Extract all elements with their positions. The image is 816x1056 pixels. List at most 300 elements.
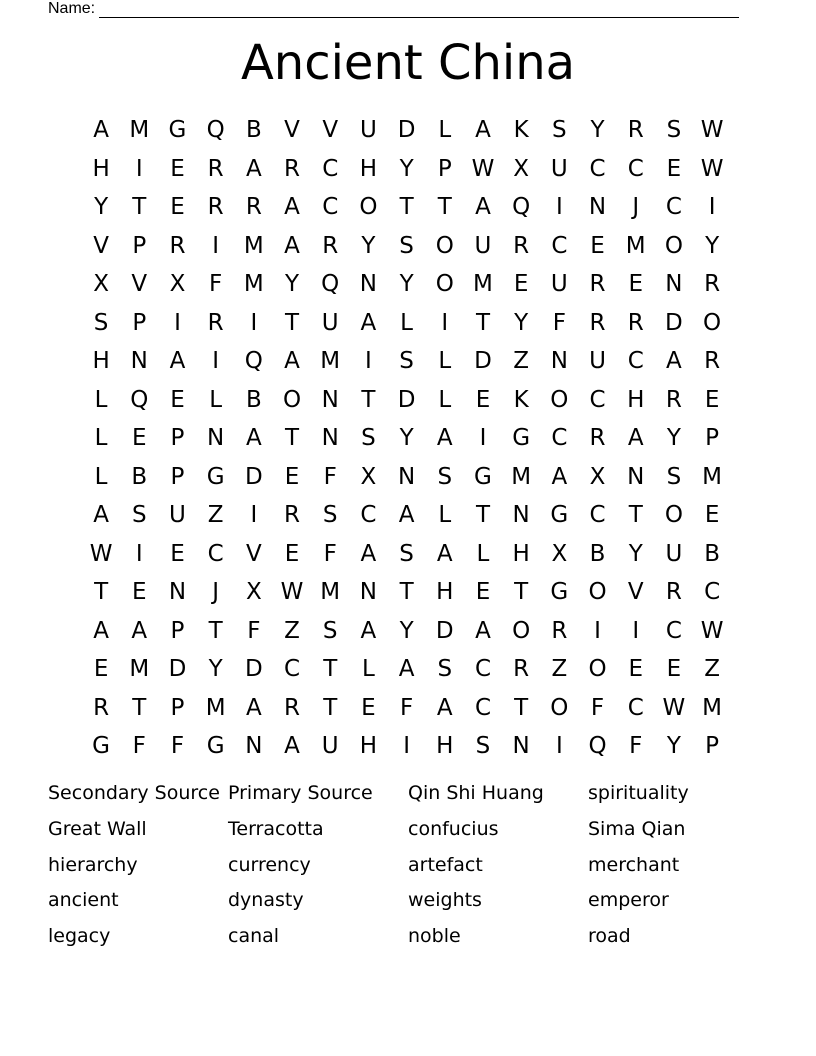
grid-letter: E [170, 155, 185, 182]
word-list-item: legacy [48, 925, 111, 948]
grid-letter: T [628, 502, 643, 529]
grid-letter: Y [628, 540, 643, 567]
grid-letter: C [322, 194, 339, 221]
grid-letter: A [436, 425, 453, 452]
grid-letter: K [513, 386, 529, 413]
grid-letter: Z [207, 502, 224, 529]
grid-letter: S [399, 232, 414, 259]
grid-row [82, 650, 732, 689]
grid-letter: L [94, 386, 108, 413]
grid-letter: O [435, 271, 454, 298]
grid-letter: U [169, 502, 186, 529]
grid-letter: C [627, 694, 644, 721]
grid-letter: P [170, 463, 185, 490]
grid-letter: P [705, 733, 720, 760]
grid-letter: H [436, 733, 454, 760]
grid-letter: E [628, 656, 643, 683]
grid-letter: G [92, 733, 110, 760]
grid-letter: C [704, 579, 721, 606]
grid-letter: E [284, 463, 300, 490]
grid-letter: I [365, 348, 372, 375]
grid-letter: T [475, 309, 490, 336]
grid-letter: K [513, 117, 529, 144]
grid-letter: O [359, 194, 378, 221]
grid-letter: M [473, 271, 493, 298]
grid-letter: P [170, 694, 185, 721]
grid-letter: I [212, 232, 220, 259]
grid-letter: R [207, 309, 224, 336]
grid-letter: E [590, 232, 605, 259]
grid-letter: H [92, 155, 110, 182]
grid-letter: L [476, 540, 490, 567]
grid-letter: M [129, 117, 150, 144]
grid-letter: H [436, 579, 454, 606]
grid-letter: X [589, 463, 606, 490]
grid-letter: M [320, 348, 341, 375]
grid-letter: L [400, 309, 413, 336]
grid-letter: V [93, 232, 109, 259]
grid-row [82, 265, 732, 304]
word-list-item: canal [228, 925, 280, 948]
grid-row [82, 727, 732, 766]
grid-letter: T [323, 656, 338, 683]
grid-letter: W [471, 155, 495, 182]
word-list-item: artefact [408, 853, 483, 876]
word-list-item: spirituality [588, 782, 689, 804]
grid-letter: I [708, 194, 716, 221]
grid-letter: W [89, 540, 113, 567]
grid-letter: A [245, 694, 262, 721]
grid-letter: W [280, 579, 304, 606]
grid-letter: T [285, 309, 300, 336]
grid-letter: R [513, 232, 530, 259]
grid-letter: T [514, 694, 529, 721]
grid-row [82, 419, 732, 458]
grid-letter: E [170, 386, 185, 413]
grid-letter: N [550, 348, 568, 375]
grid-letter: E [93, 656, 109, 683]
grid-row [82, 150, 732, 189]
name-label: Name: [48, 0, 96, 17]
grid-letter: X [360, 463, 377, 490]
grid-letter: U [321, 309, 339, 336]
grid-letter: M [243, 271, 264, 298]
grid-letter: T [132, 694, 147, 721]
word-list-item: currency [228, 853, 311, 876]
grid-letter: A [245, 425, 262, 452]
grid-letter: B [704, 540, 720, 567]
grid-letter: A [360, 617, 377, 644]
grid-letter: G [206, 733, 225, 760]
grid-letter: P [132, 232, 147, 259]
grid-letter: Z [284, 617, 300, 644]
grid-letter: Q [512, 194, 531, 221]
grid-letter: P [170, 617, 185, 644]
grid-letter: N [512, 502, 530, 529]
grid-letter: H [627, 386, 645, 413]
grid-letter: O [282, 386, 302, 413]
grid-letter: U [589, 348, 606, 375]
grid-letter: E [704, 502, 720, 529]
grid-letter: V [245, 540, 262, 567]
grid-letter: C [627, 155, 644, 182]
grid-letter: Y [705, 232, 720, 259]
grid-letter: Z [551, 656, 568, 683]
grid-letter: S [552, 117, 567, 144]
grid-letter: M [243, 232, 264, 259]
grid-letter: E [628, 271, 643, 298]
grid-letter: F [629, 733, 643, 760]
grid-letter: E [666, 656, 682, 683]
grid-letter: N [627, 463, 645, 490]
grid-letter: E [361, 694, 376, 721]
grid-letter: C [665, 194, 682, 221]
grid-letter: E [284, 540, 300, 567]
word-list-item: Secondary Source [48, 782, 220, 804]
grid-letter: T [132, 194, 147, 221]
grid-row [82, 612, 732, 651]
grid-letter: E [170, 194, 185, 221]
grid-letter: T [208, 617, 223, 644]
grid-letter: X [245, 579, 262, 606]
grid-letter: W [700, 117, 724, 144]
grid-letter: L [94, 463, 108, 490]
grid-letter: F [247, 617, 261, 644]
grid-letter: A [131, 617, 148, 644]
grid-letter: R [513, 656, 530, 683]
grid-letter: A [666, 348, 682, 375]
grid-letter: R [93, 694, 110, 721]
grid-row [82, 573, 732, 612]
grid-letter: Y [208, 656, 223, 683]
grid-letter: R [665, 579, 682, 606]
grid-letter: F [552, 309, 566, 336]
grid-letter: A [627, 425, 644, 452]
grid-letter: T [285, 425, 300, 452]
grid-letter: A [169, 348, 186, 375]
grid-letter: Z [704, 656, 720, 683]
grid-letter: C [474, 656, 491, 683]
grid-letter: C [284, 656, 301, 683]
word-list-item: merchant [588, 853, 680, 876]
grid-letter: S [475, 733, 491, 760]
grid-letter: O [664, 232, 683, 259]
grid-letter: W [700, 155, 724, 182]
grid-letter: U [359, 117, 377, 144]
grid-letter: L [438, 386, 452, 413]
name-blank-line [99, 2, 739, 18]
word-list-item: noble [408, 925, 461, 948]
grid-letter: B [131, 463, 148, 490]
grid-letter: L [361, 656, 375, 683]
grid-letter: T [399, 579, 414, 606]
grid-letter: E [132, 425, 147, 452]
grid-letter: I [403, 733, 410, 760]
grid-letter: W [662, 694, 686, 721]
grid-letter: S [666, 117, 682, 144]
word-list-item: Qin Shi Huang [408, 782, 544, 804]
grid-row [82, 535, 732, 574]
grid-row [82, 111, 732, 150]
grid-letter: J [212, 579, 220, 606]
grid-letter: X [93, 271, 109, 298]
grid-letter: R [589, 309, 606, 336]
grid-letter: I [441, 309, 449, 336]
grid-letter: N [397, 463, 416, 490]
word-list-item: ancient [48, 889, 119, 912]
grid-letter: R [704, 271, 721, 298]
word-list-item: road [588, 925, 631, 948]
grid-letter: N [588, 194, 607, 221]
grid-letter: I [250, 502, 258, 529]
grid-letter: L [438, 348, 452, 375]
word-list-item: Sima Qian [588, 817, 686, 840]
grid-letter: S [437, 656, 453, 683]
grid-letter: R [284, 155, 301, 182]
grid-letter: C [589, 155, 606, 182]
grid-letter: R [207, 155, 224, 182]
page-title: Ancient China [240, 35, 576, 91]
grid-letter: A [360, 309, 377, 336]
grid-letter: O [435, 232, 454, 259]
grid-letter: L [438, 117, 452, 144]
grid-letter: A [284, 348, 300, 375]
grid-letter: N [321, 425, 339, 452]
grid-letter: A [398, 502, 415, 529]
grid-letter: M [702, 463, 723, 490]
grid-letter: V [131, 271, 148, 298]
grid-letter: S [666, 463, 682, 490]
grid-letter: A [360, 540, 377, 567]
grid-letter: R [322, 232, 339, 259]
grid-letter: U [321, 733, 339, 760]
grid-letter: R [169, 232, 186, 259]
grid-letter: A [475, 117, 491, 144]
grid-letter: R [551, 617, 568, 644]
grid-letter: N [359, 579, 378, 606]
grid-letter: S [361, 425, 376, 452]
grid-letter: A [284, 232, 300, 259]
grid-letter: P [437, 155, 452, 182]
grid-letter: Y [361, 232, 376, 259]
word-list [48, 776, 768, 955]
grid-letter: Y [666, 733, 681, 760]
grid-letter: S [399, 348, 414, 375]
grid-letter: A [284, 194, 300, 221]
grid-letter: S [93, 309, 109, 336]
grid-letter: I [250, 309, 258, 336]
grid-letter: B [245, 386, 262, 413]
grid-letter: N [168, 579, 187, 606]
grid-letter: G [550, 579, 569, 606]
grid-letter: T [475, 502, 490, 529]
grid-letter: T [514, 579, 529, 606]
grid-letter: B [245, 117, 262, 144]
grid-letter: X [551, 540, 568, 567]
grid-letter: O [588, 579, 607, 606]
grid-letter: Y [590, 117, 605, 144]
grid-letter: C [360, 502, 377, 529]
grid-letter: N [207, 425, 225, 452]
grid-letter: C [589, 386, 606, 413]
grid-letter: E [666, 155, 682, 182]
grid-letter: T [94, 579, 109, 606]
grid-letter: F [399, 694, 414, 721]
grid-letter: A [551, 463, 568, 490]
grid-letter: M [702, 694, 723, 721]
grid-letter: I [594, 617, 601, 644]
grid-letter: Y [399, 425, 414, 452]
grid-letter: R [627, 309, 644, 336]
grid-letter: A [93, 502, 109, 529]
grid-letter: Y [399, 271, 414, 298]
grid-row [82, 342, 732, 381]
grid-letter: E [170, 540, 185, 567]
grid-letter: Q [206, 117, 225, 144]
grid-letter: A [245, 155, 262, 182]
grid-letter: Z [513, 348, 530, 375]
grid-letter: T [323, 694, 338, 721]
grid-letter: P [170, 425, 185, 452]
grid-letter: R [704, 348, 721, 375]
grid-letter: N [130, 348, 148, 375]
grid-letter: I [555, 733, 563, 760]
grid-letter: V [627, 579, 644, 606]
grid-letter: H [359, 155, 378, 182]
grid-letter: I [212, 348, 220, 375]
grid-letter: F [323, 540, 337, 567]
grid-letter: A [475, 194, 491, 221]
grid-letter: T [361, 386, 376, 413]
grid-letter: Y [399, 617, 414, 644]
grid-letter: R [665, 386, 682, 413]
grid-letter: D [474, 348, 492, 375]
grid-letter: D [168, 656, 187, 683]
grid-letter: E [704, 386, 720, 413]
grid-letter: C [627, 348, 644, 375]
grid-letter: Q [588, 733, 607, 760]
grid-letter: E [513, 271, 529, 298]
grid-letter: O [588, 656, 607, 683]
grid-letter: B [589, 540, 606, 567]
grid-letter: J [632, 194, 640, 221]
grid-row [82, 304, 732, 343]
grid-letter: R [245, 194, 262, 221]
grid-letter: D [435, 617, 454, 644]
grid-letter: U [474, 232, 492, 259]
grid-letter: R [284, 694, 301, 721]
word-list-item: Primary Source [228, 782, 373, 804]
grid-letter: P [705, 425, 720, 452]
grid-letter: G [512, 425, 531, 452]
grid-letter: M [511, 463, 532, 490]
grid-letter: I [632, 617, 640, 644]
grid-letter: W [700, 617, 724, 644]
grid-letter: M [625, 232, 646, 259]
grid-letter: S [399, 540, 414, 567]
grid-letter: I [479, 425, 487, 452]
grid-letter: F [170, 733, 185, 760]
word-list-item: emperor [588, 889, 669, 912]
grid-letter: G [168, 117, 187, 144]
grid-row [82, 227, 732, 266]
word-list-item: dynasty [228, 889, 304, 912]
grid-letter: S [437, 463, 453, 490]
grid-letter: L [94, 425, 108, 452]
grid-letter: A [93, 117, 109, 144]
name-field [48, 0, 748, 18]
word-list-item: confucius [408, 817, 499, 840]
grid-letter: V [322, 117, 339, 144]
grid-letter: O [550, 386, 569, 413]
grid-letter: U [665, 540, 683, 567]
grid-letter: E [475, 579, 491, 606]
grid-letter: Y [94, 194, 109, 221]
grid-letter: I [135, 540, 143, 567]
grid-letter: L [209, 386, 223, 413]
word-search-grid [82, 111, 732, 766]
grid-letter: I [555, 194, 563, 221]
grid-letter: E [475, 386, 491, 413]
grid-letter: A [436, 694, 453, 721]
grid-letter: R [627, 117, 644, 144]
grid-letter: A [436, 540, 453, 567]
grid-letter: C [322, 155, 339, 182]
word-list-item: Terracotta [228, 817, 324, 840]
grid-letter: F [323, 463, 337, 490]
grid-letter: L [438, 502, 452, 529]
grid-letter: A [93, 617, 109, 644]
grid-letter: A [475, 617, 491, 644]
grid-letter: C [589, 502, 606, 529]
grid-letter: N [245, 733, 263, 760]
grid-letter: O [703, 309, 722, 336]
grid-letter: F [209, 271, 223, 298]
grid-letter: H [512, 540, 530, 567]
word-list-item: hierarchy [48, 853, 138, 876]
grid-letter: N [512, 733, 530, 760]
grid-letter: Y [285, 271, 300, 298]
grid-letter: D [665, 309, 683, 336]
grid-letter: Q [244, 348, 263, 375]
grid-letter: D [397, 386, 416, 413]
grid-letter: S [131, 502, 147, 529]
grid-letter: G [550, 502, 569, 529]
grid-row [82, 188, 732, 227]
grid-letter: S [322, 617, 338, 644]
grid-letter: G [206, 463, 225, 490]
grid-letter: I [135, 155, 143, 182]
grid-letter: D [244, 656, 263, 683]
grid-letter: N [359, 271, 378, 298]
grid-letter: E [132, 579, 147, 606]
grid-letter: U [550, 155, 568, 182]
grid-letter: Y [666, 425, 681, 452]
grid-letter: D [244, 463, 263, 490]
word-list-item: Great Wall [48, 817, 147, 840]
grid-letter: R [284, 502, 301, 529]
grid-letter: H [359, 733, 378, 760]
grid-letter: T [399, 194, 414, 221]
grid-letter: S [322, 502, 338, 529]
grid-letter: M [129, 656, 150, 683]
grid-letter: F [132, 733, 146, 760]
grid-letter: V [284, 117, 300, 144]
grid-letter: T [437, 194, 452, 221]
grid-letter: F [590, 694, 605, 721]
grid-row [82, 458, 732, 497]
grid-letter: O [550, 694, 569, 721]
